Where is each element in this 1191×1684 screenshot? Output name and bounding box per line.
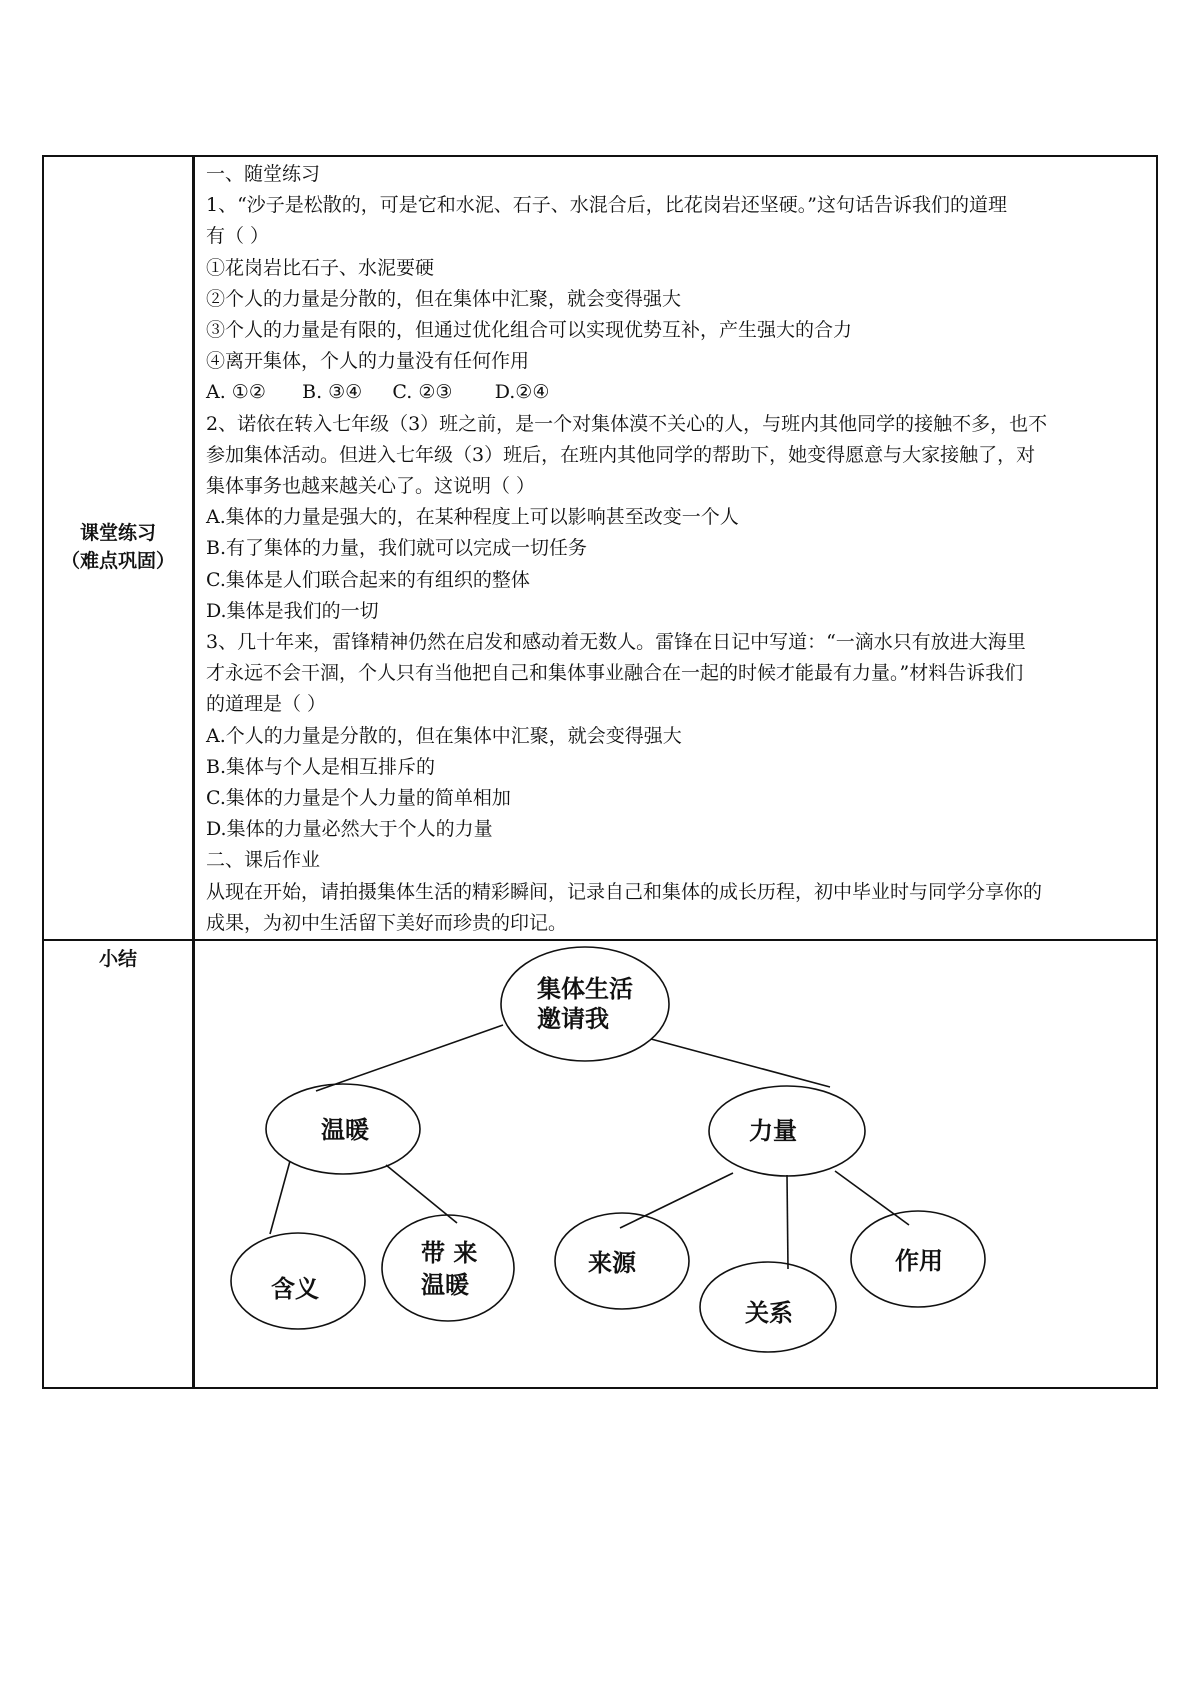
bring-warmth-node [382,1215,514,1321]
question-3-stem-cont: 才永远不会干涸，个人只有当他把自己和集体事业融合在一起的时候才能最有力量。”材料告诉我们 [206,662,1024,685]
practice-label [44,519,192,575]
question-3-option-c: C.集体的力量是个人力量的简单相加 [206,787,511,810]
homework-heading: 二、课后作业 [206,849,321,872]
question-2-stem-end: 集体事务也越来越关心了。这说明（ ） [206,475,536,498]
question-1-statement-3: ③个人的力量是有限的，但通过优化组合可以实现优势互补，产生强大的合力 [206,319,853,342]
bring-warmth-line2: 温暖 [421,1271,469,1299]
practice-label-subtitle: （难点巩固） [60,550,175,572]
homework-text-cont: 成果，为初中生活留下美好而珍贵的印记。 [206,911,568,934]
question-3-stem: 3、几十年来，雷锋精神仍然在启发和感动着无数人。雷锋在日记中写道：“一滴水只有放进大海里 [206,631,1026,654]
warmth-node-label: 温暖 [321,1116,369,1144]
practice-label-title: 课堂练习 [79,522,156,544]
connector-root-warmth [316,1025,503,1091]
question-2-option-c: C.集体是人们联合起来的有组织的整体 [206,568,530,591]
question-3-stem-end: 的道理是（ ） [206,693,327,716]
worksheet-table [42,155,1158,1389]
question-3-option-a: A.个人的力量是分散的，但在集体中汇聚，就会变得强大 [206,724,682,747]
question-1-options: A. ①② B. ③④ C. ②③ D.②④ [206,381,550,404]
root-node [501,947,669,1061]
question-2-option-b: B.有了集体的力量，我们就可以完成一切任务 [206,537,588,560]
question-1-stem-cont: 有（ ） [206,225,270,248]
question-1-stem: 1、“沙子是松散的，可是它和水泥、石子、水混合后，比花岗岩还坚硬。”这句话告诉我们的道理 [206,194,1008,217]
question-1-statement-1: ①花岗岩比石子、水泥要硬 [206,256,435,279]
question-1-statement-4: ④离开集体，个人的力量没有任何作用 [206,350,530,373]
question-2-stem-cont: 参加集体活动。但进入七年级（3）班后，在班内其他同学的帮助下，她变得愿意与大家接触了，对 [206,443,1036,466]
meaning-node-label: 含义 [271,1275,319,1303]
function-node-label: 作用 [895,1247,943,1275]
power-node-label: 力量 [749,1117,797,1145]
concept-map-svg [195,941,1158,1389]
concept-map [195,941,1158,1389]
question-2-stem: 2、诺依在转入七年级（3）班之前，是一个对集体漠不关心的人，与班内其他同学的接触不多，也不 [206,412,1048,435]
bring-warmth-line1: 带 来 [421,1239,478,1267]
practice-content [206,159,1146,939]
connector-power-source [620,1173,733,1228]
question-3-option-d: D.集体的力量必然大于个人的力量 [206,818,493,841]
question-2-option-a: A.集体的力量是强大的，在某种程度上可以影响甚至改变一个人 [206,506,739,529]
question-2-option-d: D.集体是我们的一切 [206,599,379,622]
connector-power-function [835,1171,909,1225]
source-node-label: 来源 [588,1249,636,1277]
connector-root-power [651,1039,830,1087]
connector-power-relation [787,1175,788,1269]
summary-label: 小结 [98,948,137,970]
relation-node-label: 关系 [745,1299,793,1327]
section-heading: 一、随堂练习 [206,163,321,185]
root-node-line2: 邀请我 [537,1005,609,1033]
root-node-line1: 集体生活 [537,975,633,1003]
homework-text: 从现在开始，请拍摄集体生活的精彩瞬间，记录自己和集体的成长历程，初中毕业时与同学分享你的 [206,880,1043,903]
question-3-option-b: B.集体与个人是相互排斥的 [206,755,436,778]
connector-warmth-meaning [270,1161,290,1234]
question-1-statement-2: ②个人的力量是分散的，但在集体中汇聚，就会变得强大 [206,287,682,310]
